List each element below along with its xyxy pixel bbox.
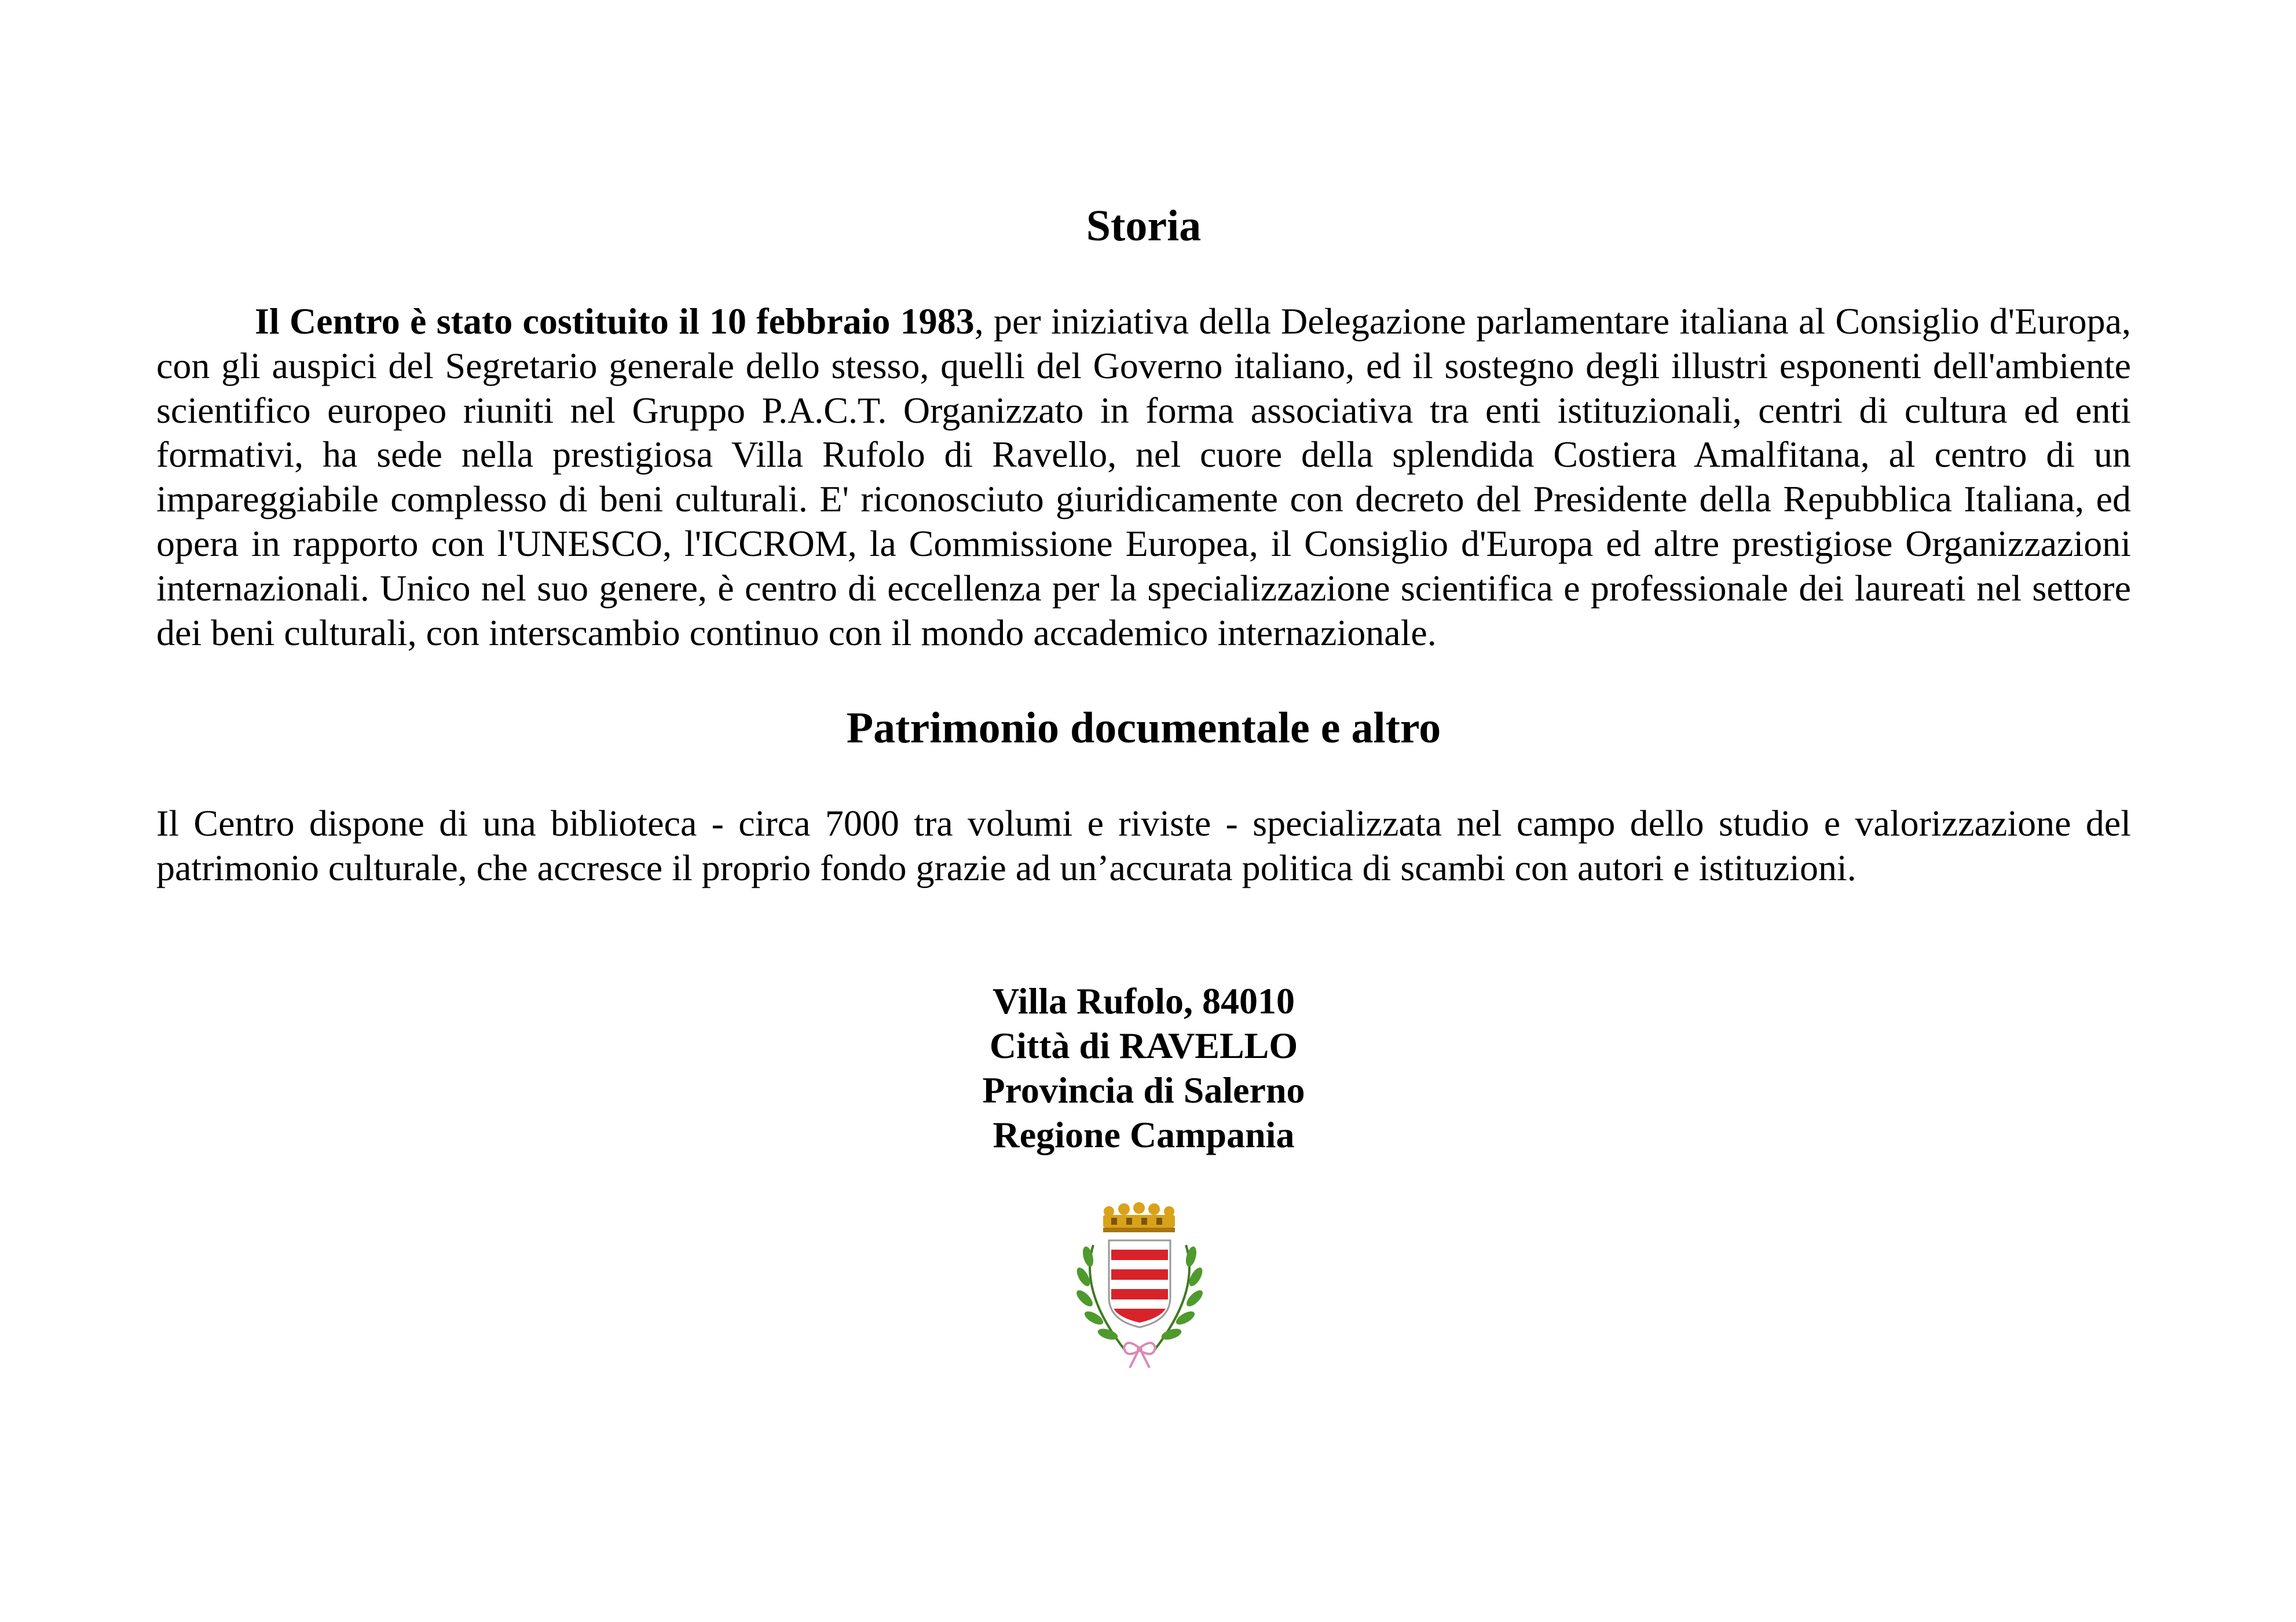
coat-of-arms-svg — [1061, 1199, 1218, 1372]
section-title-patrimonio: Patrimonio documentale e altro — [846, 704, 1441, 752]
paragraph-storia — [156, 299, 2131, 655]
address-line-region: Regione Campania — [993, 1114, 1295, 1155]
ribbon-icon — [1124, 1343, 1155, 1368]
address-line-street: Villa Rufolo, 84010 — [992, 980, 1295, 1021]
coat-of-arms-icon — [1061, 1199, 1218, 1372]
paragraph-storia-body: , per iniziativa della Delegazione parlamentare italiana al Consiglio d'Europa, con gli auspici del Segretario generale dello stesso, quelli del Governo italiano, ed il sostegno degli illustri esponenti dell'ambiente scientifico europeo riuniti nel Gruppo P.A.C.T. Organizzato in forma associativa tra enti istituzionali, centri di cultura ed enti formativi, ha sede nella prestigiosa Villa Rufolo di Ravello, nel cuore della splendida Costiera Amalfitana, al centro di un impareggiabile complesso di beni culturali. E' riconosciuto giuridicamente con decreto del Presidente della Repubblica Italiana, ed opera in rapporto con l'UNESCO, l'ICCROM, la Commissione Europea, il Consiglio d'Europa ed altre prestigiose Organizzazioni internazionali. Unico nel suo genere, è centro di eccellenza per la specializzazione scientifica e professionale dei laureati nel settore dei beni culturali, con interscambio continuo con il mondo accademico internazionale. — [156, 301, 2132, 653]
address-line-province: Provincia di Salerno — [982, 1070, 1305, 1111]
paragraph-storia-lead: Il Centro è stato costituito il 10 febbraio 1983 — [255, 301, 975, 342]
section-title-storia: Storia — [1086, 202, 1202, 250]
address-line-city: Città di RAVELLO — [989, 1025, 1298, 1066]
crown-icon — [1103, 1202, 1175, 1232]
shield-icon — [1109, 1240, 1170, 1327]
paragraph-patrimonio: Il Centro dispone di una biblioteca - circa 7000 tra volumi e riviste - specializzata nel campo dello studio e valorizzazione del patrimonio culturale, che accresce il proprio fondo grazie ad un’accurata politica di scambi con autori e istituzioni. — [156, 803, 2131, 888]
address-block — [851, 979, 1436, 1157]
